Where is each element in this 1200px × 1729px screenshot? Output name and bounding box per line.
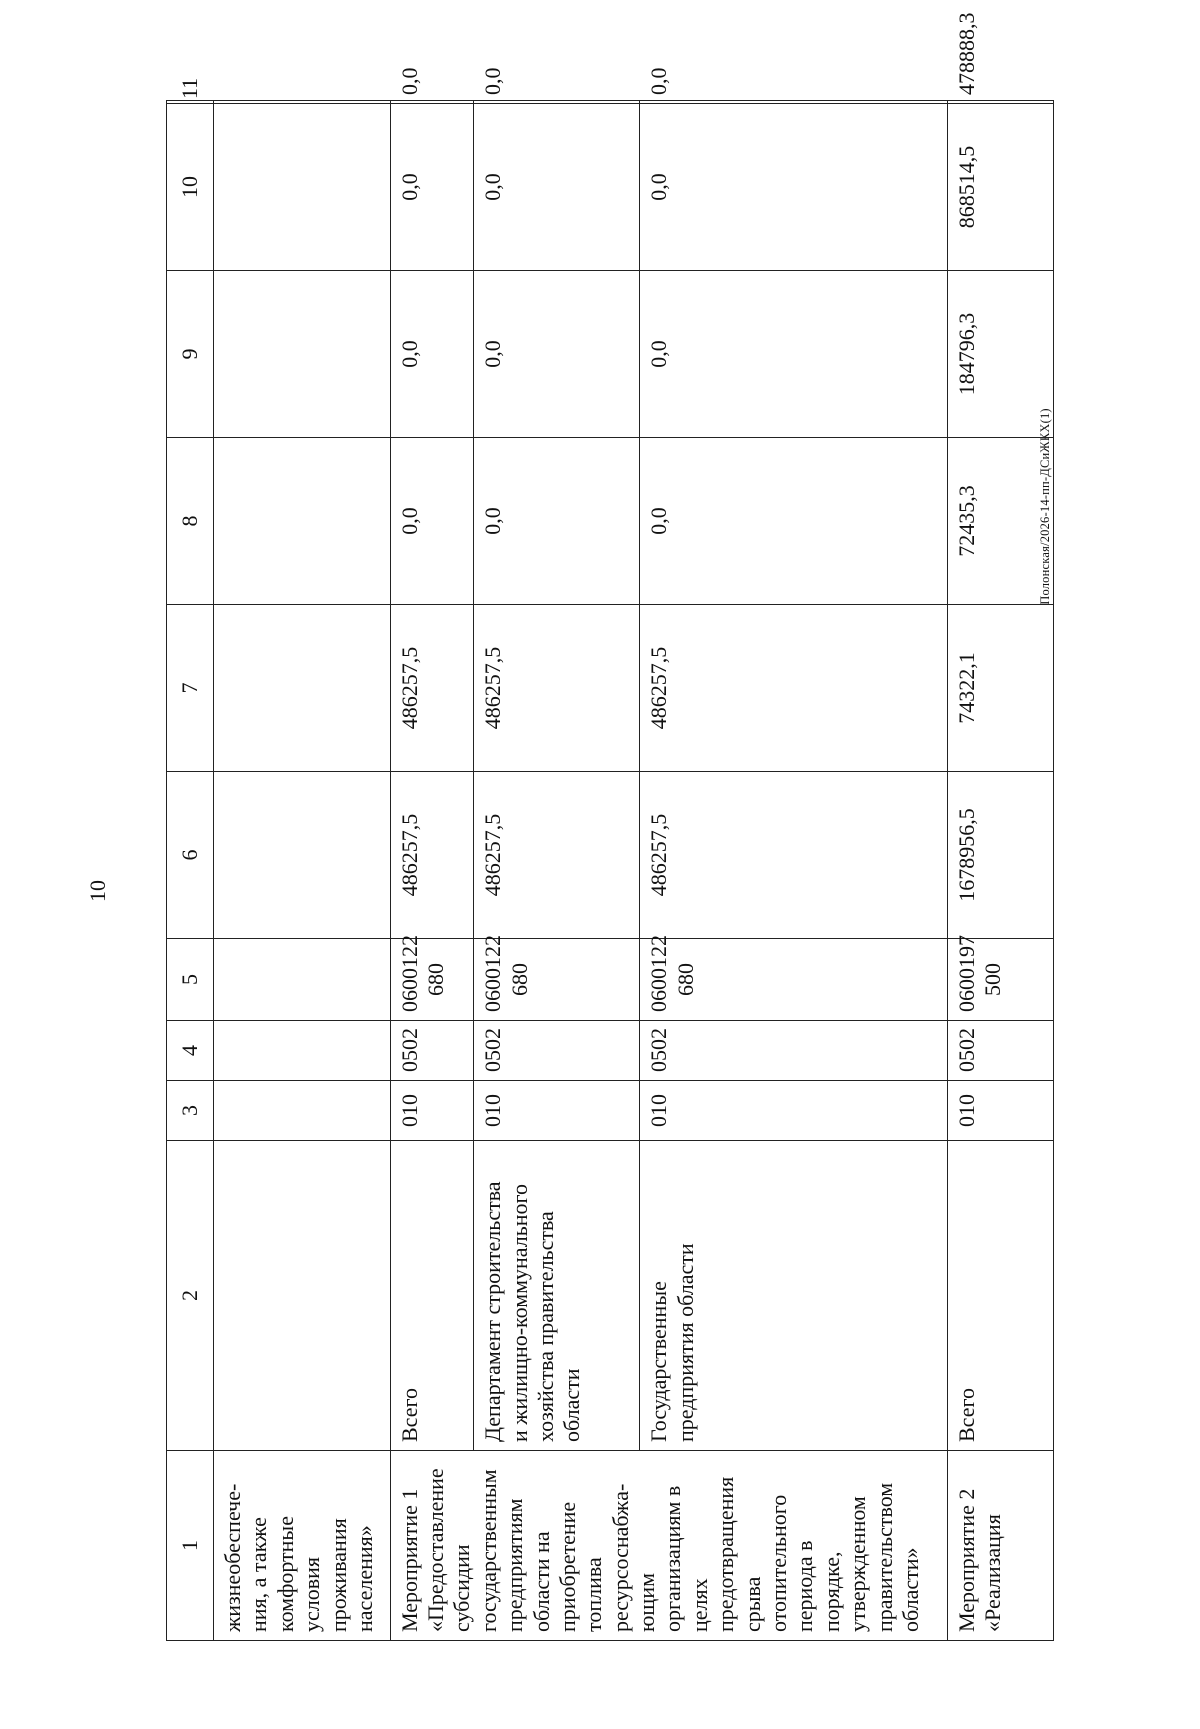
amount-cell xyxy=(214,271,391,438)
section-code-cell: 0502 xyxy=(390,1021,474,1081)
amount-cell: 72435,3 xyxy=(947,438,1053,605)
executor-cell xyxy=(214,1141,391,1451)
amount-cell xyxy=(214,438,391,605)
table-row xyxy=(947,101,1053,1641)
amount-cell: 74322,1 xyxy=(947,605,1053,772)
column-header: 2 xyxy=(167,1141,214,1451)
section-code-cell: 0502 xyxy=(947,1021,1053,1081)
column-header: 4 xyxy=(167,1021,214,1081)
executor-cell: Государственные предприятия области xyxy=(640,1141,948,1451)
column-header: 11 xyxy=(167,101,214,104)
section-code-cell: 0502 xyxy=(474,1021,640,1081)
table-row xyxy=(474,101,640,1641)
amount-cell xyxy=(214,772,391,939)
amount-cell: 478888,3 xyxy=(947,101,1053,104)
column-header: 8 xyxy=(167,438,214,605)
amount-cell: 0,0 xyxy=(390,271,474,438)
executor-cell: Всего xyxy=(390,1141,474,1451)
section-code-cell: 0502 xyxy=(640,1021,948,1081)
column-header: 7 xyxy=(167,605,214,772)
table-row xyxy=(640,101,948,1641)
grbs-code-cell: 010 xyxy=(947,1081,1053,1141)
measure-name-cell: Мероприятие 2 «Реализация xyxy=(947,1451,1053,1641)
column-header: 5 xyxy=(167,939,214,1021)
page-number: 10 xyxy=(85,880,110,902)
target-article-cell: 0600122 680 xyxy=(390,939,474,1021)
amount-cell: 0,0 xyxy=(390,438,474,605)
grbs-code-cell: 010 xyxy=(474,1081,640,1141)
grbs-code-cell xyxy=(214,1081,391,1141)
amount-cell: 1678956,5 xyxy=(947,772,1053,939)
column-header: 3 xyxy=(167,1081,214,1141)
grbs-code-cell: 010 xyxy=(640,1081,948,1141)
amount-cell: 0,0 xyxy=(474,438,640,605)
column-header: 10 xyxy=(167,104,214,271)
target-article-cell xyxy=(214,939,391,1021)
amount-cell: 184796,3 xyxy=(947,271,1053,438)
amount-cell: 0,0 xyxy=(474,104,640,271)
table-container xyxy=(166,12,1054,1641)
amount-cell: 0,0 xyxy=(640,104,948,271)
table-header-row xyxy=(167,101,214,1641)
amount-cell: 486257,5 xyxy=(640,772,948,939)
amount-cell: 486257,5 xyxy=(640,605,948,772)
amount-cell: 0,0 xyxy=(640,271,948,438)
amount-cell: 486257,5 xyxy=(390,605,474,772)
target-article-cell: 0600122 680 xyxy=(474,939,640,1021)
amount-cell: 486257,5 xyxy=(390,772,474,939)
table-row xyxy=(214,101,391,1641)
amount-cell: 868514,5 xyxy=(947,104,1053,271)
amount-cell xyxy=(214,605,391,772)
column-header: 1 xyxy=(167,1451,214,1641)
amount-cell xyxy=(214,101,391,104)
program-goal-cell: жизнеобеспече- ния, а также комфортные условия проживания населения» xyxy=(214,1451,391,1641)
amount-cell: 0,0 xyxy=(640,101,948,104)
grbs-code-cell: 010 xyxy=(390,1081,474,1141)
amount-cell: 486257,5 xyxy=(474,772,640,939)
amount-cell: 0,0 xyxy=(640,438,948,605)
budget-table xyxy=(166,12,1054,1641)
executor-cell: Всего xyxy=(947,1141,1053,1451)
column-header: 9 xyxy=(167,271,214,438)
executor-cell: Департамент строительства и жилищно-коммунального хозяйства правительства области xyxy=(474,1141,640,1451)
amount-cell: 486257,5 xyxy=(474,605,640,772)
amount-cell: 0,0 xyxy=(474,271,640,438)
target-article-cell: 0600197 500 xyxy=(947,939,1053,1021)
section-code-cell xyxy=(214,1021,391,1081)
amount-cell: 0,0 xyxy=(390,104,474,271)
column-header: 6 xyxy=(167,772,214,939)
table-row xyxy=(390,101,474,1641)
target-article-cell: 0600122 680 xyxy=(640,939,948,1021)
amount-cell xyxy=(214,104,391,271)
measure-name-cell: Мероприятие 1 «Предоставление субсидии государственным предприятиям области на приобретение топлива ресурсоснабжа- ющим организациям в целях предотвращения срыва отопительного периода в порядке, утвержденном правительством области» xyxy=(390,1451,947,1641)
document-reference-text: Полонская/2026-14-пп-ДСиЖКХ(1) xyxy=(1037,407,1052,605)
amount-cell: 0,0 xyxy=(390,101,474,104)
amount-cell: 0,0 xyxy=(474,101,640,104)
